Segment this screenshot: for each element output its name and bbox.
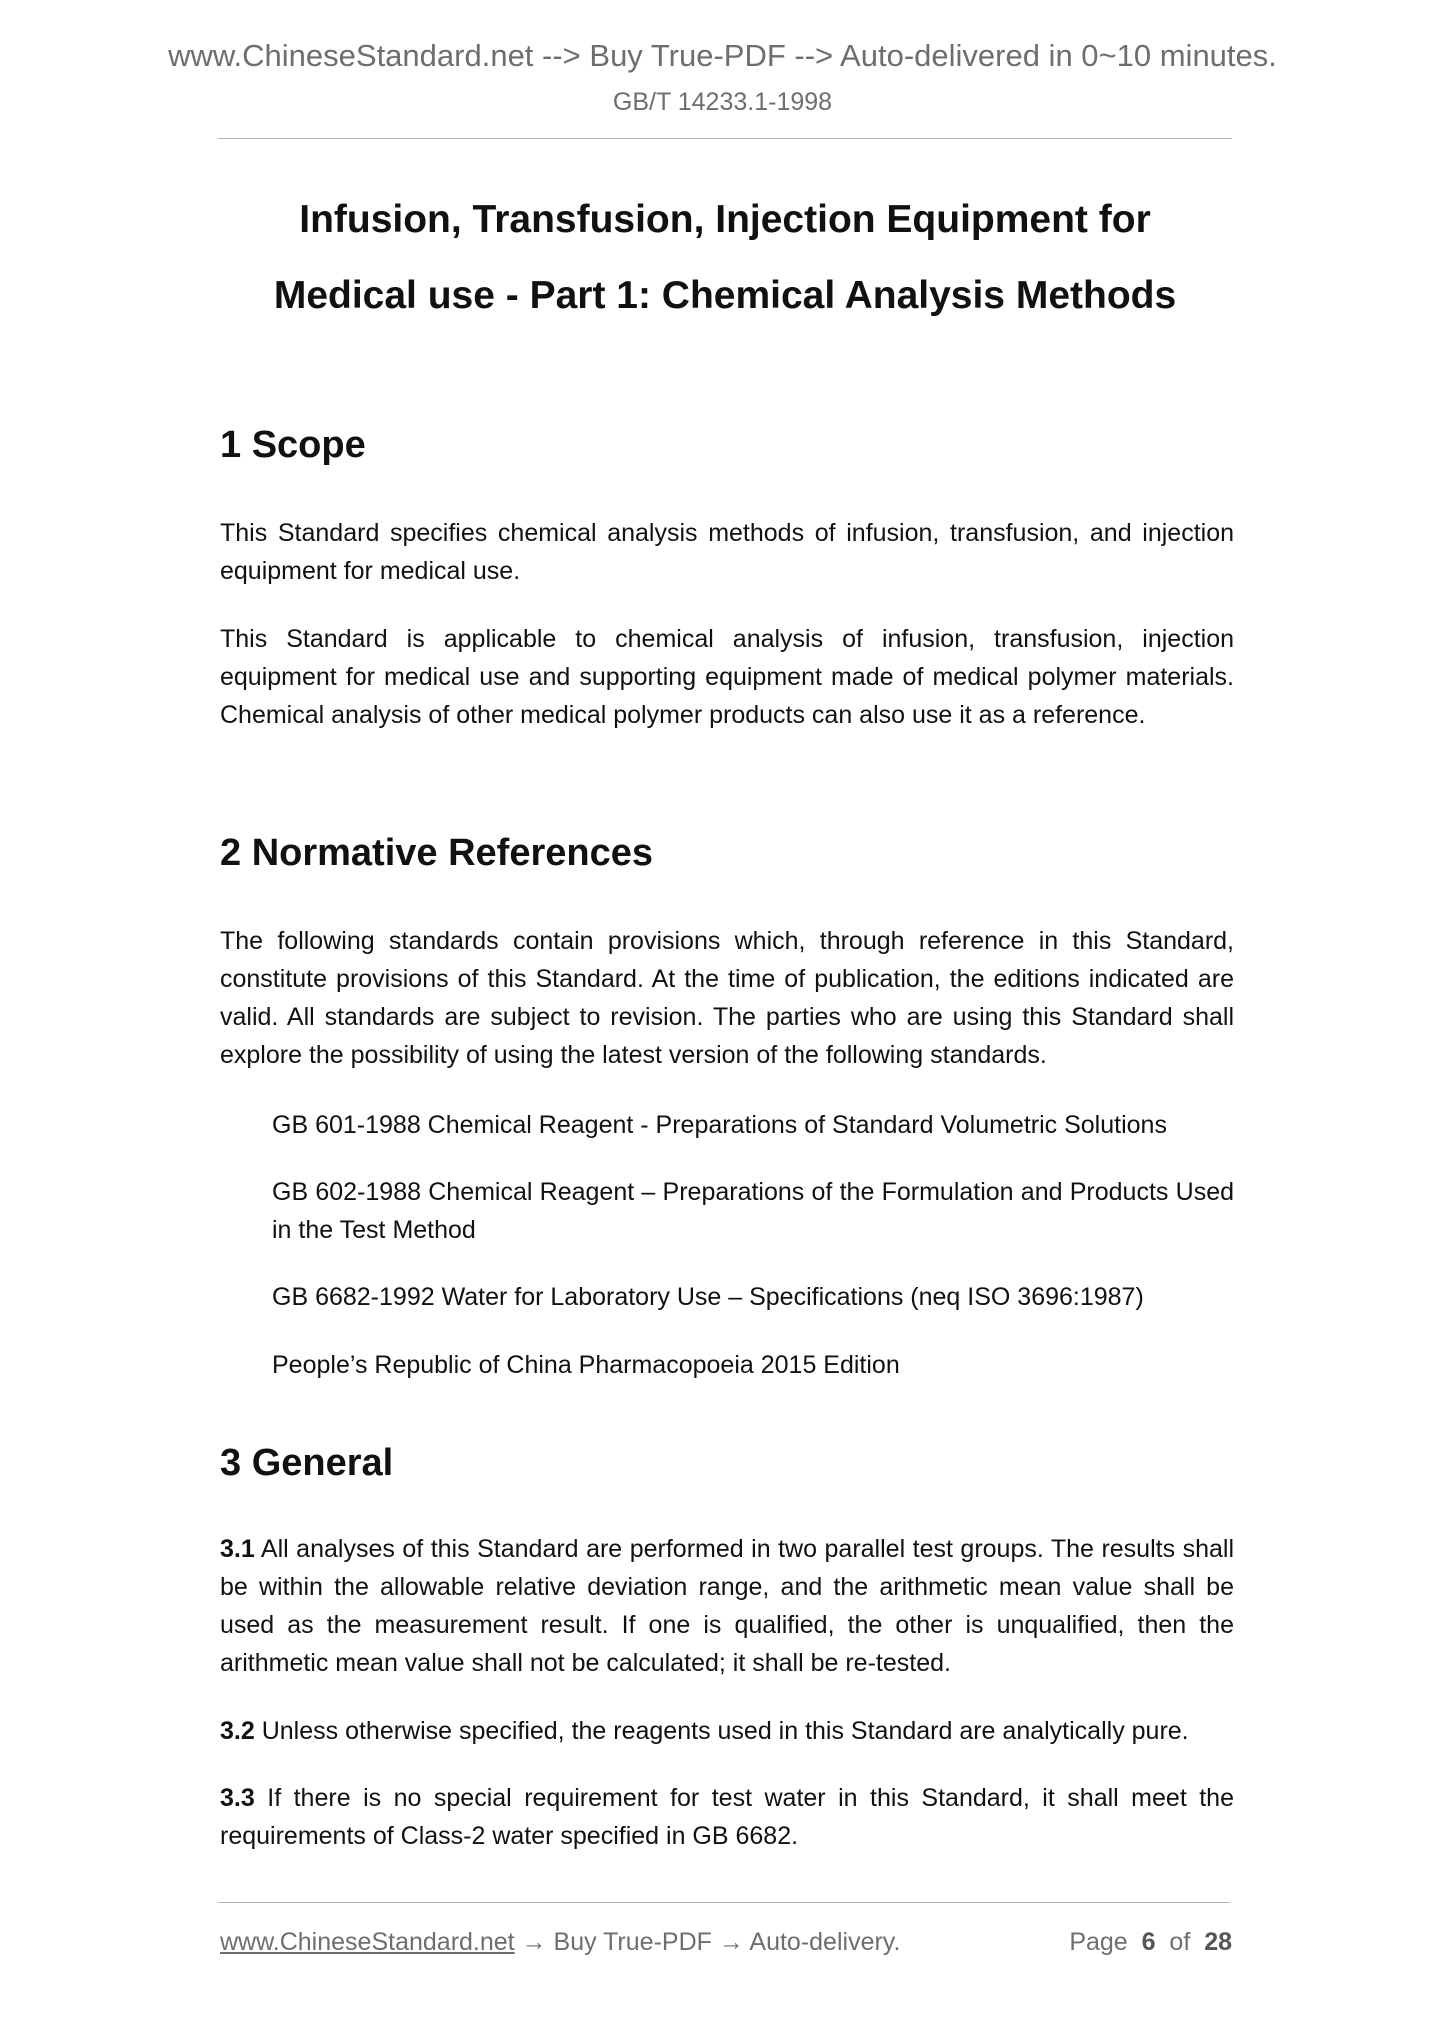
section-heading-general: 3 General	[220, 1442, 394, 1484]
footer-text: → Buy True-PDF → Auto-delivery.	[514, 1928, 901, 1956]
page-total: 28	[1204, 1928, 1232, 1956]
clause-number: 3.1	[220, 1535, 255, 1563]
document-title-line-1: Infusion, Transfusion, Injection Equipment for	[299, 198, 1151, 241]
page-number: 6	[1141, 1928, 1156, 1956]
reference-item: GB 602-1988 Chemical Reagent – Preparations of the Formulation and Products Used in the Test Method	[272, 1178, 1234, 1244]
clause-number: 3.3	[220, 1784, 255, 1812]
scope-paragraph-1: This Standard specifies chemical analysis methods of infusion, transfusion, and injection equipment for medical use.	[220, 519, 1234, 585]
document-title-line-2: Medical use - Part 1: Chemical Analysis Methods	[273, 274, 1177, 317]
clause-text: If there is no special requirement for test water in this Standard, it shall meet the requirements of Class-2 water specified in GB 6682.	[220, 1784, 1234, 1850]
page-footer	[220, 1928, 1232, 1957]
general-clause-3-2	[220, 1712, 1234, 1750]
header-banner[interactable]: www.ChineseStandard.net --> Buy True-PDF --> Auto-delivered in 0~10 minutes.	[168, 38, 1277, 73]
reference-item: GB 601-1988 Chemical Reagent - Preparations of Standard Volumetric Solutions	[272, 1111, 1167, 1139]
standard-code: GB/T 14233.1-1998	[612, 88, 833, 116]
reference-item: People’s Republic of China Pharmacopoeia 2015 Edition	[272, 1351, 900, 1379]
section-heading-scope: 1 Scope	[220, 424, 366, 466]
header-divider	[218, 138, 1232, 139]
footer-divider	[218, 1902, 1230, 1903]
scope-paragraph-2: This Standard is applicable to chemical analysis of infusion, transfusion, injection equipment for medical use and supporting equipment made of medical polymer materials. Chemical analysis of other medical polymer products can also use it as a reference.	[220, 625, 1234, 729]
general-clause-3-1	[220, 1530, 1234, 1682]
page-indicator	[1069, 1928, 1232, 1957]
clause-text: Unless otherwise specified, the reagents used in this Standard are analytically pure.	[254, 1717, 1189, 1745]
clause-number: 3.2	[220, 1717, 255, 1745]
footer-link[interactable]: www.ChineseStandard.net	[220, 1928, 515, 1956]
of-word: of	[1169, 1928, 1191, 1956]
section-heading-normative-references: 2 Normative References	[220, 832, 653, 874]
page-word: Page	[1069, 1928, 1128, 1956]
normative-references-paragraph: The following standards contain provisions which, through reference in this Standard, constitute provisions of this Standard. At the time of publication, the editions indicated are valid. All standards are subject to revision. The parties who are using this Standard shall explore the possibility of using the latest version of the following standards.	[220, 927, 1234, 1069]
clause-text: All analyses of this Standard are performed in two parallel test groups. The results shall be within the allowable relative deviation range, and the arithmetic mean value shall be used as the measurement result. If one is qualified, the other is unqualified, then the arithmetic mean value shall not be calculated; it shall be re-tested.	[220, 1535, 1234, 1677]
reference-item: GB 6682-1992 Water for Laboratory Use – Specifications (neq ISO 3696:1987)	[272, 1283, 1144, 1311]
general-clause-3-3	[220, 1779, 1234, 1855]
